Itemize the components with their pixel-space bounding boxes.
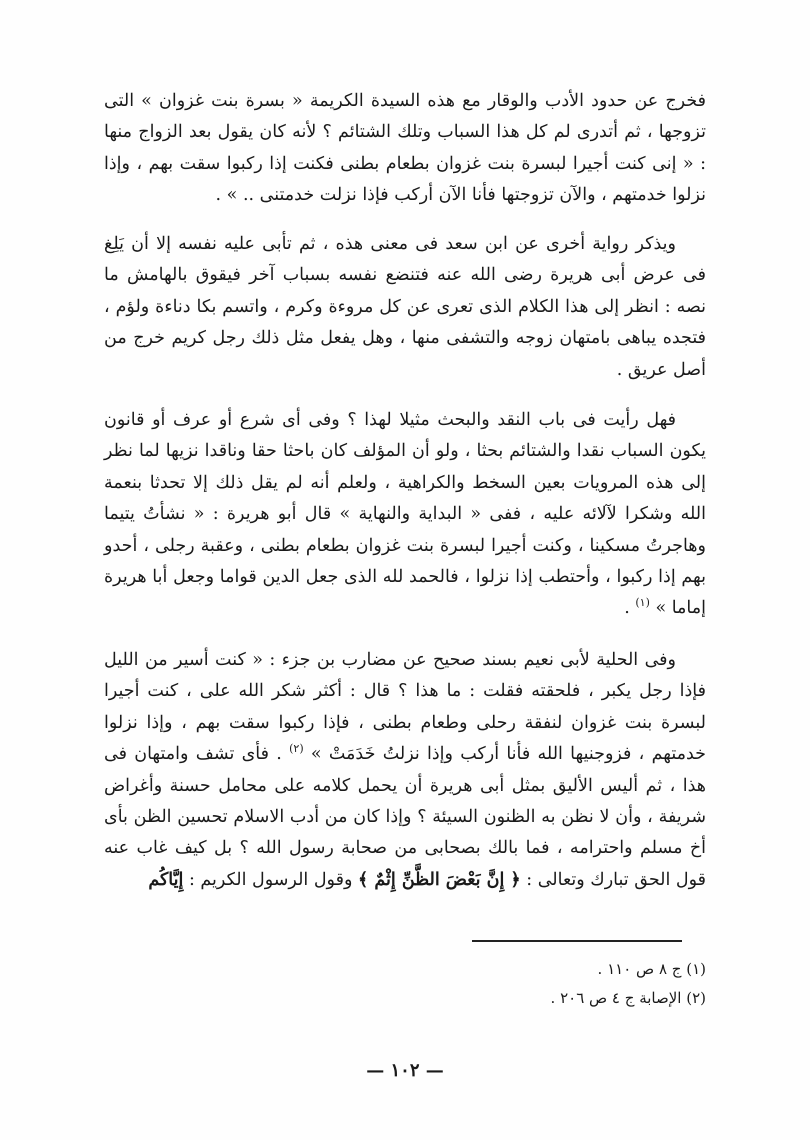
footnote-divider (472, 940, 682, 942)
paragraph-3-wrapper (104, 405, 706, 625)
paragraph-1 (104, 86, 706, 212)
paragraph-2 (104, 229, 706, 386)
footnote-1: (١) ج ٨ ص ١١٠ . (597, 960, 706, 978)
footnote-2: (٢) الإصابة ج ٤ ص ٢٠٦ . (550, 989, 706, 1007)
paragraph-4-hadith-intro: وقول الرسول الكريم : (188, 869, 353, 890)
paragraph-3 (104, 405, 706, 625)
quran-verse: ﴿ إِنَّ بَعْضَ الظَّنِّ إِثْمٌ ﴾ (358, 869, 521, 890)
paragraph-2-text: ويذكر رواية أخرى عن ابن سعد فى معنى هذه ، ثم تأبى عليه نفسه إلا أن يَلِغ فى عرض أبى هريرة رضى الله عنه فتنضع نفسه بسباب آخر فيقوق بالهامش ما نصه : انظر إلى هذا الكلام الذى تعرى عن كل مروءة وكرم ، واتسم بكا دناءة ولؤم ، فتجده يباهى بامتهان زوجه والتشفى منها ، وهل يفعل مثل ذلك رجل كريم خرج من أصل عريق . (104, 234, 706, 380)
footnotes (300, 955, 706, 1013)
hadith-start: إِيَّاكُم (148, 869, 184, 890)
footnote-marker-2: (٢) (289, 742, 304, 756)
footnote-marker-1: (١) (635, 596, 650, 610)
paragraph-3-tail: . (624, 598, 636, 619)
paragraph-4-wrapper (104, 645, 706, 896)
paragraph-4-text: وفى الحلية لأبى نعيم بسند صحيح عن مضارب بن جزء : « كنت أسير من الليل فإذا رجل يكبر ، فلحقته فقلت : ما هذا ؟ قال : أكثر شكر الله على ، كنت أجيرا لبسرة بنت غزوان لنفقة رحلى وطعام بطنى ، فإذا ركبوا سقت بهم ، وإذا نزلوا خدمتهم ، فزوجنيها الله فأنا أركب وإذا نزلتُ خَدَمَتْ » (104, 650, 706, 765)
page-number: — ١٠٢ — (366, 1060, 444, 1081)
paragraph-4-continuation: . فأى تشف وامتهان فى هذا ، ثم أليس الأليق بمثل أبى هريرة أن يحمل كلامه على محامل حسنة وأغراض شريفة ، وأن لا نظن به الظنون السيئة ؟ وإذا كان من أدب الاسلام تحسين الظن بأى أخ مسلم واحترامه ، فما بالك بصحابى من صحابة رسول الله ؟ بل كيف غاب عنه قول الحق تبارك وتعالى : (104, 744, 706, 890)
paragraph-1-text: فخرج عن حدود الأدب والوقار مع هذه السيدة الكريمة « بسرة بنت غزوان » التى تزوجها ، ثم أتدرى لم كل هذا السباب وتلك الشتائم ؟ لأنه كان يقول بعد الزواج منها : « إنى كنت أجيرا لبسرة بنت غزوان بطعام بطنى فكنت إذا ركبوا سقت بهم ، وإذا نزلوا خدمتهم ، والآن تزوجتها فأنا الآن أركب فإذا نزلت خدمتنى .. » . (104, 91, 706, 206)
paragraph-4 (104, 645, 706, 896)
paragraph-3-text: فهل رأيت فى باب النقد والبحث مثيلا لهذا ؟ وفى أى شرع أو عرف أو قانون يكون السباب نقدا والشتائم بحثا ، ولو أن المؤلف كان باحثا حقا وناقدا نزيها لما نظر إلى هذه المرويات بعين السخط والكراهية ، ولعلم أنه لم يقل ذلك إلا تحدثا بنعمة الله وشكرا لآلائه عليه ، ففى « البداية والنهاية » قال أبو هريرة : « نشأتُ يتيما وهاجرتُ مسكينا ، وكنت أجيرا لبسرة بنت غزوان بطعام بطنى ، وعقبة رجلى ، أحدو بهم إذا ركبوا ، وأحتطب إذا نزلوا ، فالحمد لله الذى جعل الدين قواما وجعل أبا هريرة إماما » (104, 410, 706, 619)
